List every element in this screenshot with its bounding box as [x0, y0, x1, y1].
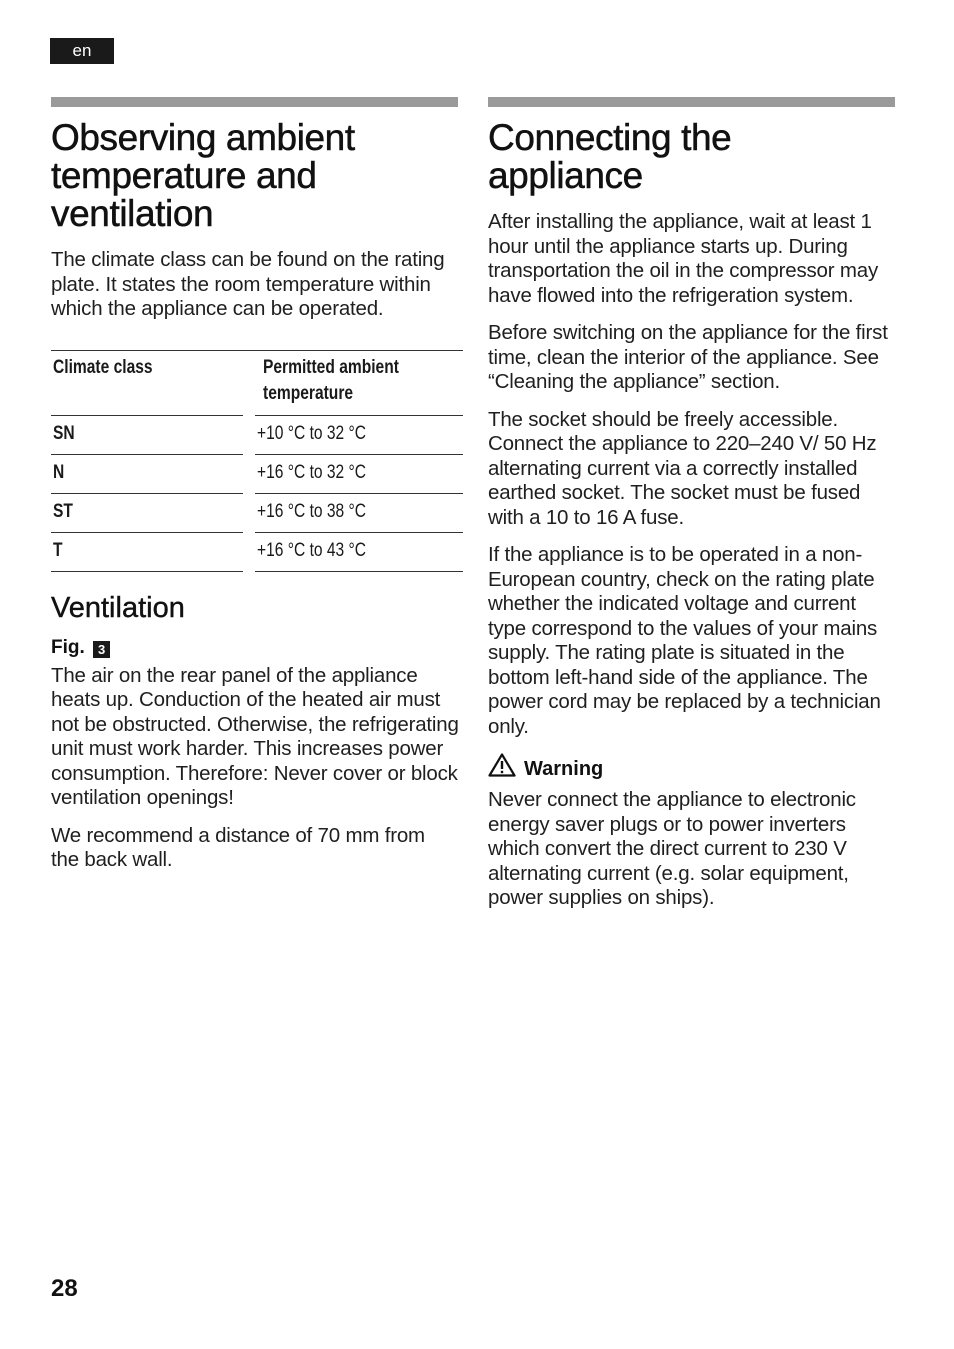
table-row [51, 532, 463, 571]
temperature-range-cell: +16 °C to 43 °C [249, 532, 463, 571]
figure-label: Fig. [51, 636, 85, 658]
temperature-range-cell: +16 °C to 32 °C [249, 454, 463, 493]
temperature-range-cell: +10 °C to 32 °C [249, 415, 463, 454]
section-title-connecting: Connecting the appliance [488, 117, 732, 196]
climate-class-cell: N [51, 454, 249, 493]
temperature-range-cell: +16 °C to 38 °C [249, 493, 463, 532]
left-column [51, 97, 463, 873]
table-header-row [51, 350, 463, 415]
figure-number-badge: 3 [93, 641, 110, 658]
climate-class-cell: SN [51, 415, 249, 454]
section-rule [488, 97, 895, 107]
connecting-paragraph-4: If the appliance is to be operated in a non-European country, check on the rating plate whether the indicated voltage and current type correspond to the values of your mains supply. The rating plate is situated in the bottom left-hand side of the appliance. The power cord may be replaced by a technician only. [488, 543, 881, 738]
table-row [51, 454, 463, 493]
warning-label: Warning [524, 757, 604, 780]
right-column [488, 97, 896, 911]
figure-reference [51, 636, 463, 660]
warning-heading [488, 753, 896, 784]
connecting-paragraph-2: Before switching on the appliance for the first time, clean the interior of the appliance. See “Cleaning the appliance” section. [488, 321, 888, 393]
climate-class-cell: ST [51, 493, 249, 532]
warning-triangle-icon [488, 753, 516, 784]
distance-recommendation: We recommend a distance of 70 mm from the back wall. [51, 823, 425, 871]
table-row [51, 493, 463, 532]
table-row [51, 415, 463, 454]
section-rule [51, 97, 458, 107]
ventilation-title: Ventilation [51, 591, 185, 624]
connecting-paragraph-1: After installing the appliance, wait at least 1 hour until the appliance starts up. During transportation the oil in the compressor may have flowed into the refrigeration system. [488, 210, 878, 307]
header-permitted-temperature: Permitted ambient temperature [263, 356, 399, 404]
header-climate-class: Climate class [53, 356, 153, 378]
climate-class-cell: T [51, 532, 249, 571]
page-number: 28 [51, 1275, 78, 1302]
language-tag: en [50, 38, 114, 64]
section-title-ambient: Observing ambient temperature and ventilation [51, 117, 355, 234]
climate-intro: The climate class can be found on the rating plate. It states the room temperature within which the appliance can be operated. [51, 248, 445, 320]
ventilation-paragraph: The air on the rear panel of the appliance heats up. Conduction of the heated air must not be obstructed. Otherwise, the refrigerating unit must work harder. This increases power consumption. Therefore: Never cover or block ventilation openings! [51, 663, 459, 809]
warning-text: Never connect the appliance to electronic energy saver plugs or to power inverters which convert the direct current to 230 V alternating current (e.g. solar equipment, power supplies on ships). [488, 788, 856, 909]
connecting-paragraph-3: The socket should be freely accessible. Connect the appliance to 220–240 V/ 50 Hz alternating current via a correctly installed earthed socket. The socket must be fused with a 10 to 16 A fuse. [488, 407, 877, 529]
climate-class-table [51, 350, 463, 572]
